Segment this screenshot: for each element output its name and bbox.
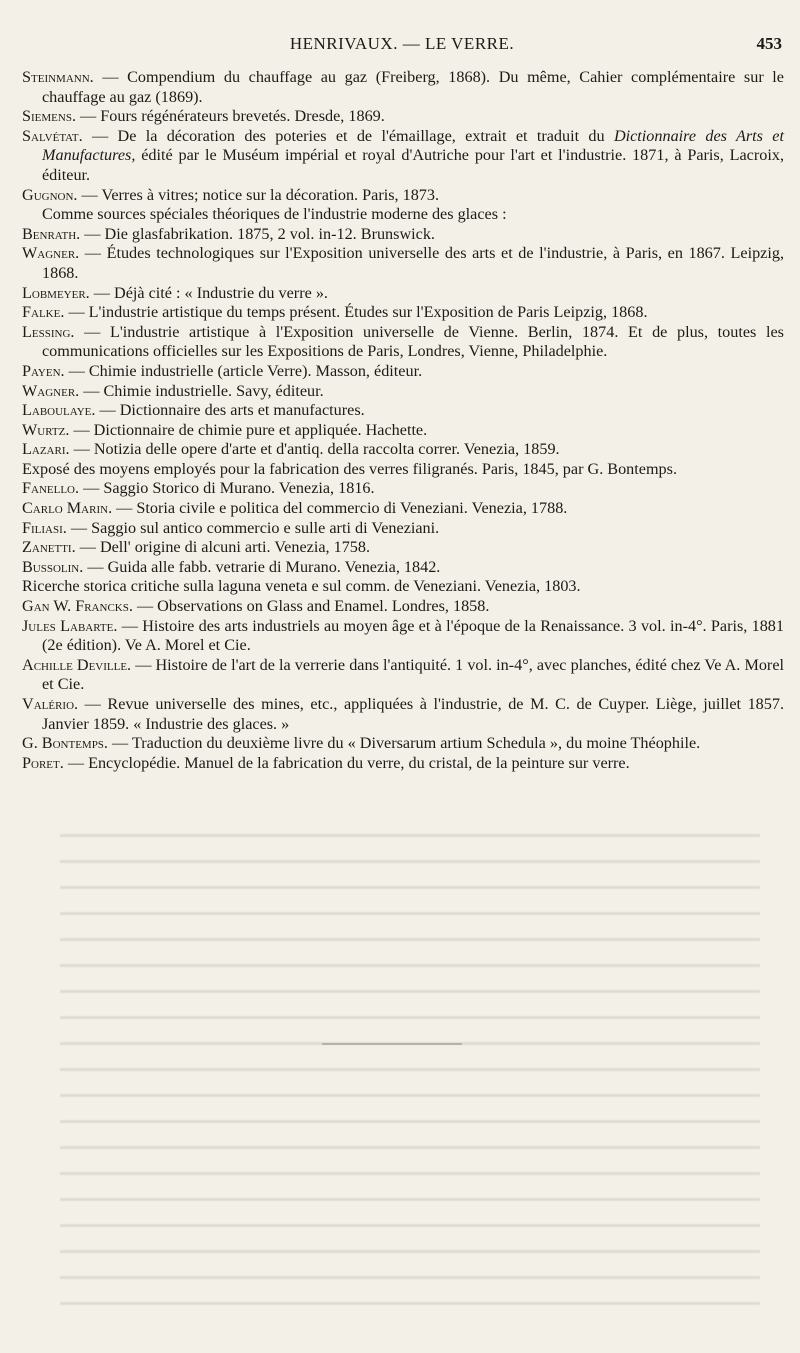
entry-author: Poret. [22, 753, 64, 772]
entry-author: Gan W. Francks. [22, 597, 133, 616]
bibliography-entry [22, 401, 784, 421]
entry-text: — Revue universelle des mines, etc., appliquées à l'industrie, de M. C. de Cuyper. Liège, juillet 1857. Janvier 1859. « Industrie des glaces. » [42, 695, 784, 733]
bibliography-entry [22, 734, 784, 754]
show-through-text [60, 820, 760, 1330]
entry-text: — Dictionnaire des arts et manufactures. [95, 401, 365, 420]
bibliography-entry [22, 186, 784, 206]
bibliography-entry [22, 107, 784, 127]
entry-text: — Compendium du chauffage au gaz (Freiberg, 1868). Du même, Cahier complémentaire sur le chauffage au gaz (1869). [42, 68, 784, 106]
bibliography-entry [22, 323, 784, 362]
bibliography-entry [22, 68, 784, 107]
entry-text: — Chimie industrielle. Savy, éditeur. [79, 381, 324, 400]
entry-text: — Die glasfabrikation. 1875, 2 vol. in-12. Brunswick. [80, 224, 435, 243]
bibliography-entry [22, 440, 784, 460]
entry-author: Benrath. [22, 224, 81, 243]
entry-text-continued: édité par le Muséum impérial et royal d'Autriche pour l'art et l'industrie. 1871, à Paris, Lacroix, éditeur. [42, 146, 784, 184]
entry-text: Comme sources spéciales théoriques de l'industrie moderne des glaces : [42, 205, 507, 224]
entry-author: Lazari. [22, 440, 70, 459]
bibliography-entry [22, 754, 784, 774]
entry-author: Valério. [22, 695, 79, 713]
entry-text: Exposé des moyens employés pour la fabrication des verres filigranés. Paris, 1845, par G. Bontemps. [22, 459, 677, 478]
entry-author: Achille Deville. [22, 655, 132, 674]
bibliography-entry [22, 695, 784, 734]
bibliography-entry [22, 244, 784, 283]
entry-text: — Traduction du deuxième livre du « Diversarum artium Schedula », du moine Théophile. [107, 734, 701, 753]
entry-text: — L'industrie artistique à l'Exposition universelle de Vienne. Berlin, 1874. Et de plus, toutes les communications officielles sur les Expositions de Paris, Londres, Vienne, Philadelphie. [42, 322, 784, 361]
bibliography-entry [22, 382, 784, 402]
entry-author: Zanetti. [22, 538, 76, 557]
entry-text: — De la décoration des poteries et de l'émaillage, extrait et traduit du [82, 126, 614, 145]
entry-text: — Histoire de l'art de la verrerie dans l'antiquité. 1 vol. in-4°, avec planches, édité chez Ve A. Morel et Cie. [42, 655, 785, 694]
entry-text: — Verres à vitres; notice sur la décoration. Paris, 1873. [77, 185, 440, 204]
entry-author: Carlo Marin. [22, 499, 113, 518]
entry-text: — Saggio Storico di Murano. Venezia, 1816. [79, 479, 375, 498]
page-number: 453 [756, 34, 782, 53]
bibliography-entry [22, 479, 784, 499]
entry-author: Fanello. [22, 479, 80, 498]
bibliography-entry [22, 538, 784, 558]
bibliography-entry [22, 617, 784, 656]
running-title: HENRIVAUX. — LE VERRE. [289, 34, 515, 53]
entry-author: Jules Labarte. [22, 616, 118, 635]
entry-text: — Guida alle fabb. vetrarie di Murano. Venezia, 1842. [83, 557, 441, 576]
entry-author: Siemens. [22, 107, 76, 126]
entry-text: — Fours régénérateurs brevetés. Dresde, 1869. [76, 107, 385, 126]
bibliography-entry [22, 225, 784, 245]
entry-author: Wurtz. [22, 420, 70, 439]
entry-text: — Dictionnaire de chimie pure et appliquée. Hachette. [69, 420, 428, 439]
entry-text: — Dell' origine di alcuni arti. Venezia, 1758. [75, 538, 371, 557]
entry-text: — Chimie industrielle (article Verre). Masson, éditeur. [64, 361, 423, 380]
entry-author: Payen. [22, 361, 65, 380]
entry-author: Lobmeyer. [22, 283, 90, 302]
bibliography-entry [22, 303, 784, 323]
entry-text: — Storia civile e politica del commercio di Veneziani. Venezia, 1788. [112, 499, 568, 518]
bibliography-entry [22, 597, 784, 617]
entry-author: Gugnon. [22, 185, 78, 204]
bibliography-entry [22, 421, 784, 441]
bibliography-entry [22, 205, 784, 225]
entry-text: — Déjà cité : « Industrie du verre ». [89, 283, 328, 302]
entry-text: — Encyclopédie. Manuel de la fabrication du verre, du cristal, de la peinture sur verre. [63, 753, 630, 772]
entry-author: Wagner. [22, 381, 80, 400]
page-header [22, 34, 782, 58]
bibliography-entry [22, 127, 784, 186]
bibliography-list [22, 68, 784, 773]
bibliography-entry [22, 656, 784, 695]
entry-author: Falke. [22, 303, 65, 322]
bibliography-entry [22, 284, 784, 304]
entry-text: — Notizia delle opere d'arte et d'antiq. della raccolta correr. Venezia, 1859. [69, 440, 560, 459]
entry-author: Filiasi. [22, 518, 67, 537]
bibliography-entry [22, 558, 784, 578]
entry-author: Laboulaye. [22, 401, 96, 420]
entry-text: — Histoire des arts industriels au moyen âge et à l'époque de la Renaissance. 3 vol. in-4°. Paris, 1881 (2e édition). Ve A. Morel et Cie. [42, 616, 784, 655]
entry-italic-title: Dictionnaire des Arts et Manufactures, [42, 126, 784, 165]
entry-author: Wagner. [22, 244, 80, 263]
entry-text: — L'industrie artistique du temps présent. Études sur l'Exposition de Paris Leipzig, 1868. [64, 303, 648, 322]
entry-author: G. Bontemps. [22, 734, 108, 753]
bibliography-entry [22, 362, 784, 382]
bibliography-entry [22, 499, 784, 519]
entry-author: Lessing. [22, 322, 75, 341]
entry-text: — Saggio sul antico commercio e sulle arti di Veneziani. [66, 518, 440, 537]
entry-author: Steinmann. [22, 68, 94, 86]
bibliography-entry [22, 519, 784, 539]
entry-text: — Observations on Glass and Enamel. Londres, 1858. [132, 597, 490, 616]
entry-text: Ricerche storica critiche sulla laguna veneta e sul comm. de Veneziani. Venezia, 1803. [22, 577, 581, 596]
entry-text: — Études technologiques sur l'Exposition universelle des arts et de l'industrie, à Paris, en 1867. Leipzig, 1868. [42, 244, 784, 282]
bibliography-entry [22, 460, 784, 480]
entry-author: Salvétat. [22, 126, 83, 145]
bibliography-entry [22, 577, 784, 597]
show-through-rule [322, 1043, 462, 1045]
entry-author: Bussolin. [22, 557, 84, 576]
